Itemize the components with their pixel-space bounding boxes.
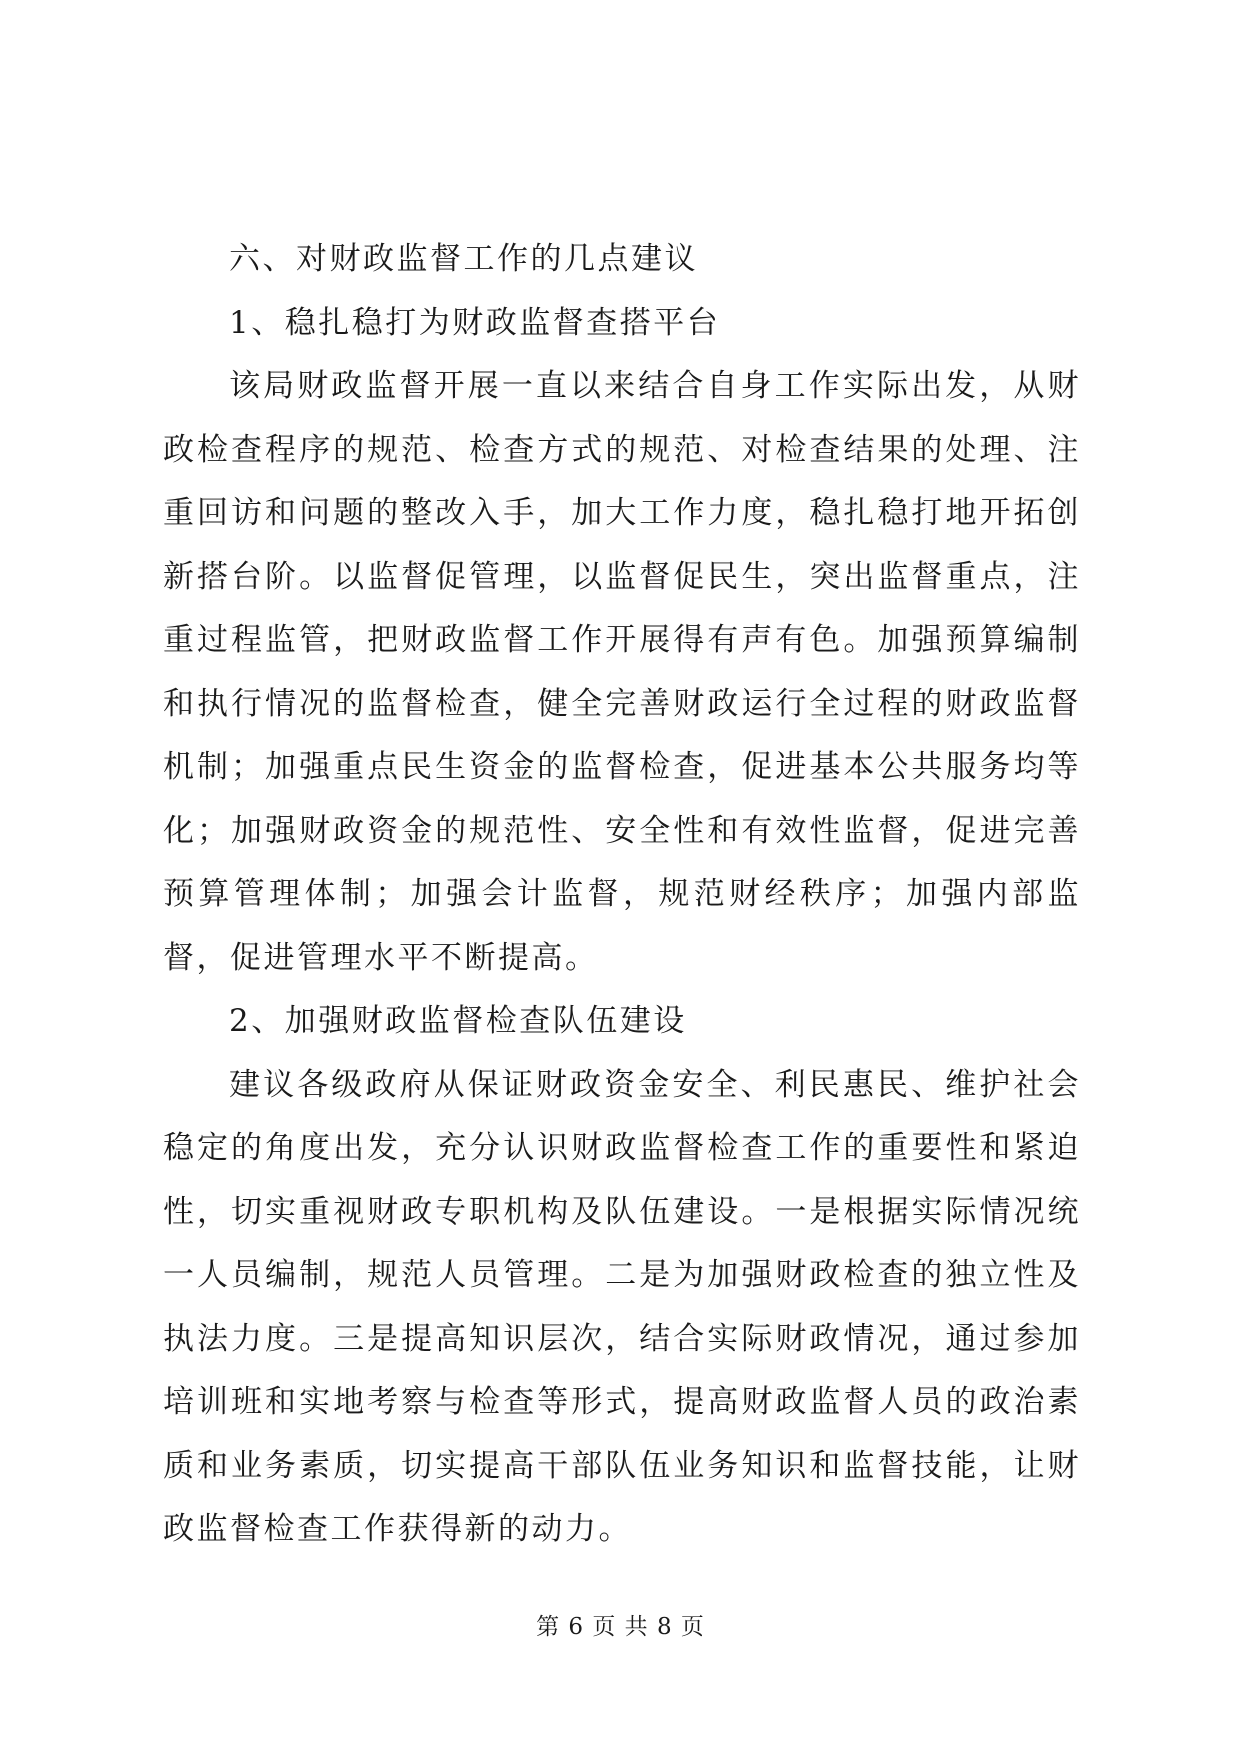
page-footer [0, 1608, 1241, 1641]
section-title: 六、对财政监督工作的几点建议 [229, 241, 698, 277]
document-body [163, 228, 1081, 1562]
item1-title: 1、稳扎稳打为财政监督查搭平台 [229, 304, 721, 341]
item2-title: 2、加强财政监督检查队伍建设 [229, 1003, 687, 1039]
page-number: 第 6 页 共 8 页 [536, 1614, 705, 1640]
item2-body: 建议各级政府从保证财政资金安全、利民惠民、维护社会稳定的角度出发，充分认识财政监督检查工作的重要性和紧迫性，切实重视财政专职机构及队伍建设。一是根据实际情况统一人员编制，规范人员管理。二是为加强财政检查的独立性及执法力度。三是提高知识层次，结合实际财政情况，通过参加培训班和实地考察与检查等形式，提高财政监督人员的政治素质和业务素质，切实提高干部队伍业务知识和监督技能，让财政监督检查工作获得新的动力。 [163, 1066, 1081, 1547]
item1-body: 该局财政监督开展一直以来结合自身工作实际出发，从财政检查程序的规范、检查方式的规范、对检查结果的处理、注重回访和问题的整改入手，加大工作力度，稳扎稳打地开拓创新搭台阶。以监督促管理，以监督促民生，突出监督重点，注重过程监管，把财政监督工作开展得有声有色。加强预算编制和执行情况的监督检查，健全完善财政运行全过程的财政监督机制；加强重点民生资金的监督检查，促进基本公共服务均等化；加强财政资金的规范性、安全性和有效性监督，促进完善预算管理体制；加强会计监督，规范财经秩序；加强内部监督，促进管理水平不断提高。 [163, 368, 1081, 976]
